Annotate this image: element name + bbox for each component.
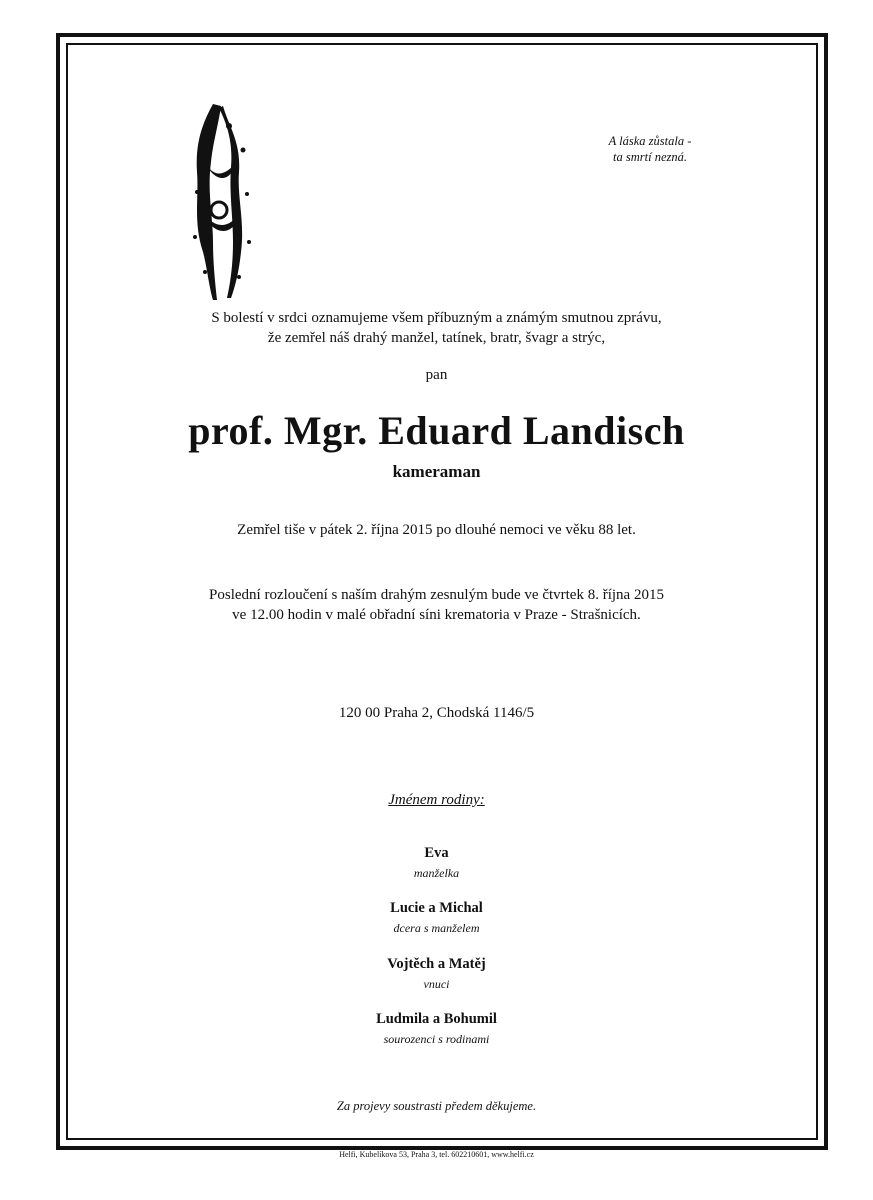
motto bbox=[560, 133, 740, 165]
family-member bbox=[0, 956, 873, 992]
death-notice: Zemřel tiše v pátek 2. října 2015 po dlouhé nemoci ve věku 88 let. bbox=[237, 522, 636, 538]
family-member-relation: manželka bbox=[413, 866, 460, 880]
family-member-relation: dcera s manželem bbox=[393, 921, 480, 935]
deceased-name: prof. Mgr. Eduard Landisch bbox=[188, 408, 685, 453]
willow-ornament-icon bbox=[183, 102, 263, 302]
family-member-name: Eva bbox=[424, 845, 449, 861]
thanks-line: Za projevy soustrasti předem děkujeme. bbox=[336, 1099, 537, 1113]
announcement-intro bbox=[0, 308, 873, 348]
motto-line: ta smrtí nezná. bbox=[613, 150, 687, 164]
family-address: 120 00 Praha 2, Chodská 1146/5 bbox=[338, 705, 535, 721]
honorific: pan bbox=[425, 367, 448, 383]
family-member bbox=[0, 845, 873, 881]
family-heading: Jménem rodiny: bbox=[388, 792, 485, 808]
occupation: kameraman bbox=[392, 462, 481, 481]
family-member bbox=[0, 900, 873, 936]
family-member bbox=[0, 1011, 873, 1047]
printer-footer: Helfi, Kubelíkova 53, Praha 3, tel. 602210601, www.helfi.cz bbox=[339, 1150, 534, 1159]
intro-line: že zemřel náš drahý manžel, tatínek, bratr, švagr a strýc, bbox=[267, 330, 606, 346]
funeral-line: Poslední rozloučení s naším drahým zesnulým bude ve čtvrtek 8. října 2015 bbox=[209, 587, 664, 603]
family-member-name: Lucie a Michal bbox=[390, 900, 483, 916]
intro-line: S bolestí v srdci oznamujeme všem příbuzným a známým smutnou zprávu, bbox=[211, 310, 662, 326]
motto-line: A láska zůstala - bbox=[608, 134, 692, 148]
family-member-name: Ludmila a Bohumil bbox=[376, 1011, 497, 1027]
family-member-name: Vojtěch a Matěj bbox=[387, 956, 486, 972]
funeral-line: ve 12.00 hodin v malé obřadní síni krematoria v Praze - Strašnicích. bbox=[232, 607, 641, 623]
funeral-info bbox=[0, 585, 873, 625]
family-member-relation: vnuci bbox=[423, 977, 450, 991]
family-member-relation: sourozenci s rodinami bbox=[383, 1032, 490, 1046]
